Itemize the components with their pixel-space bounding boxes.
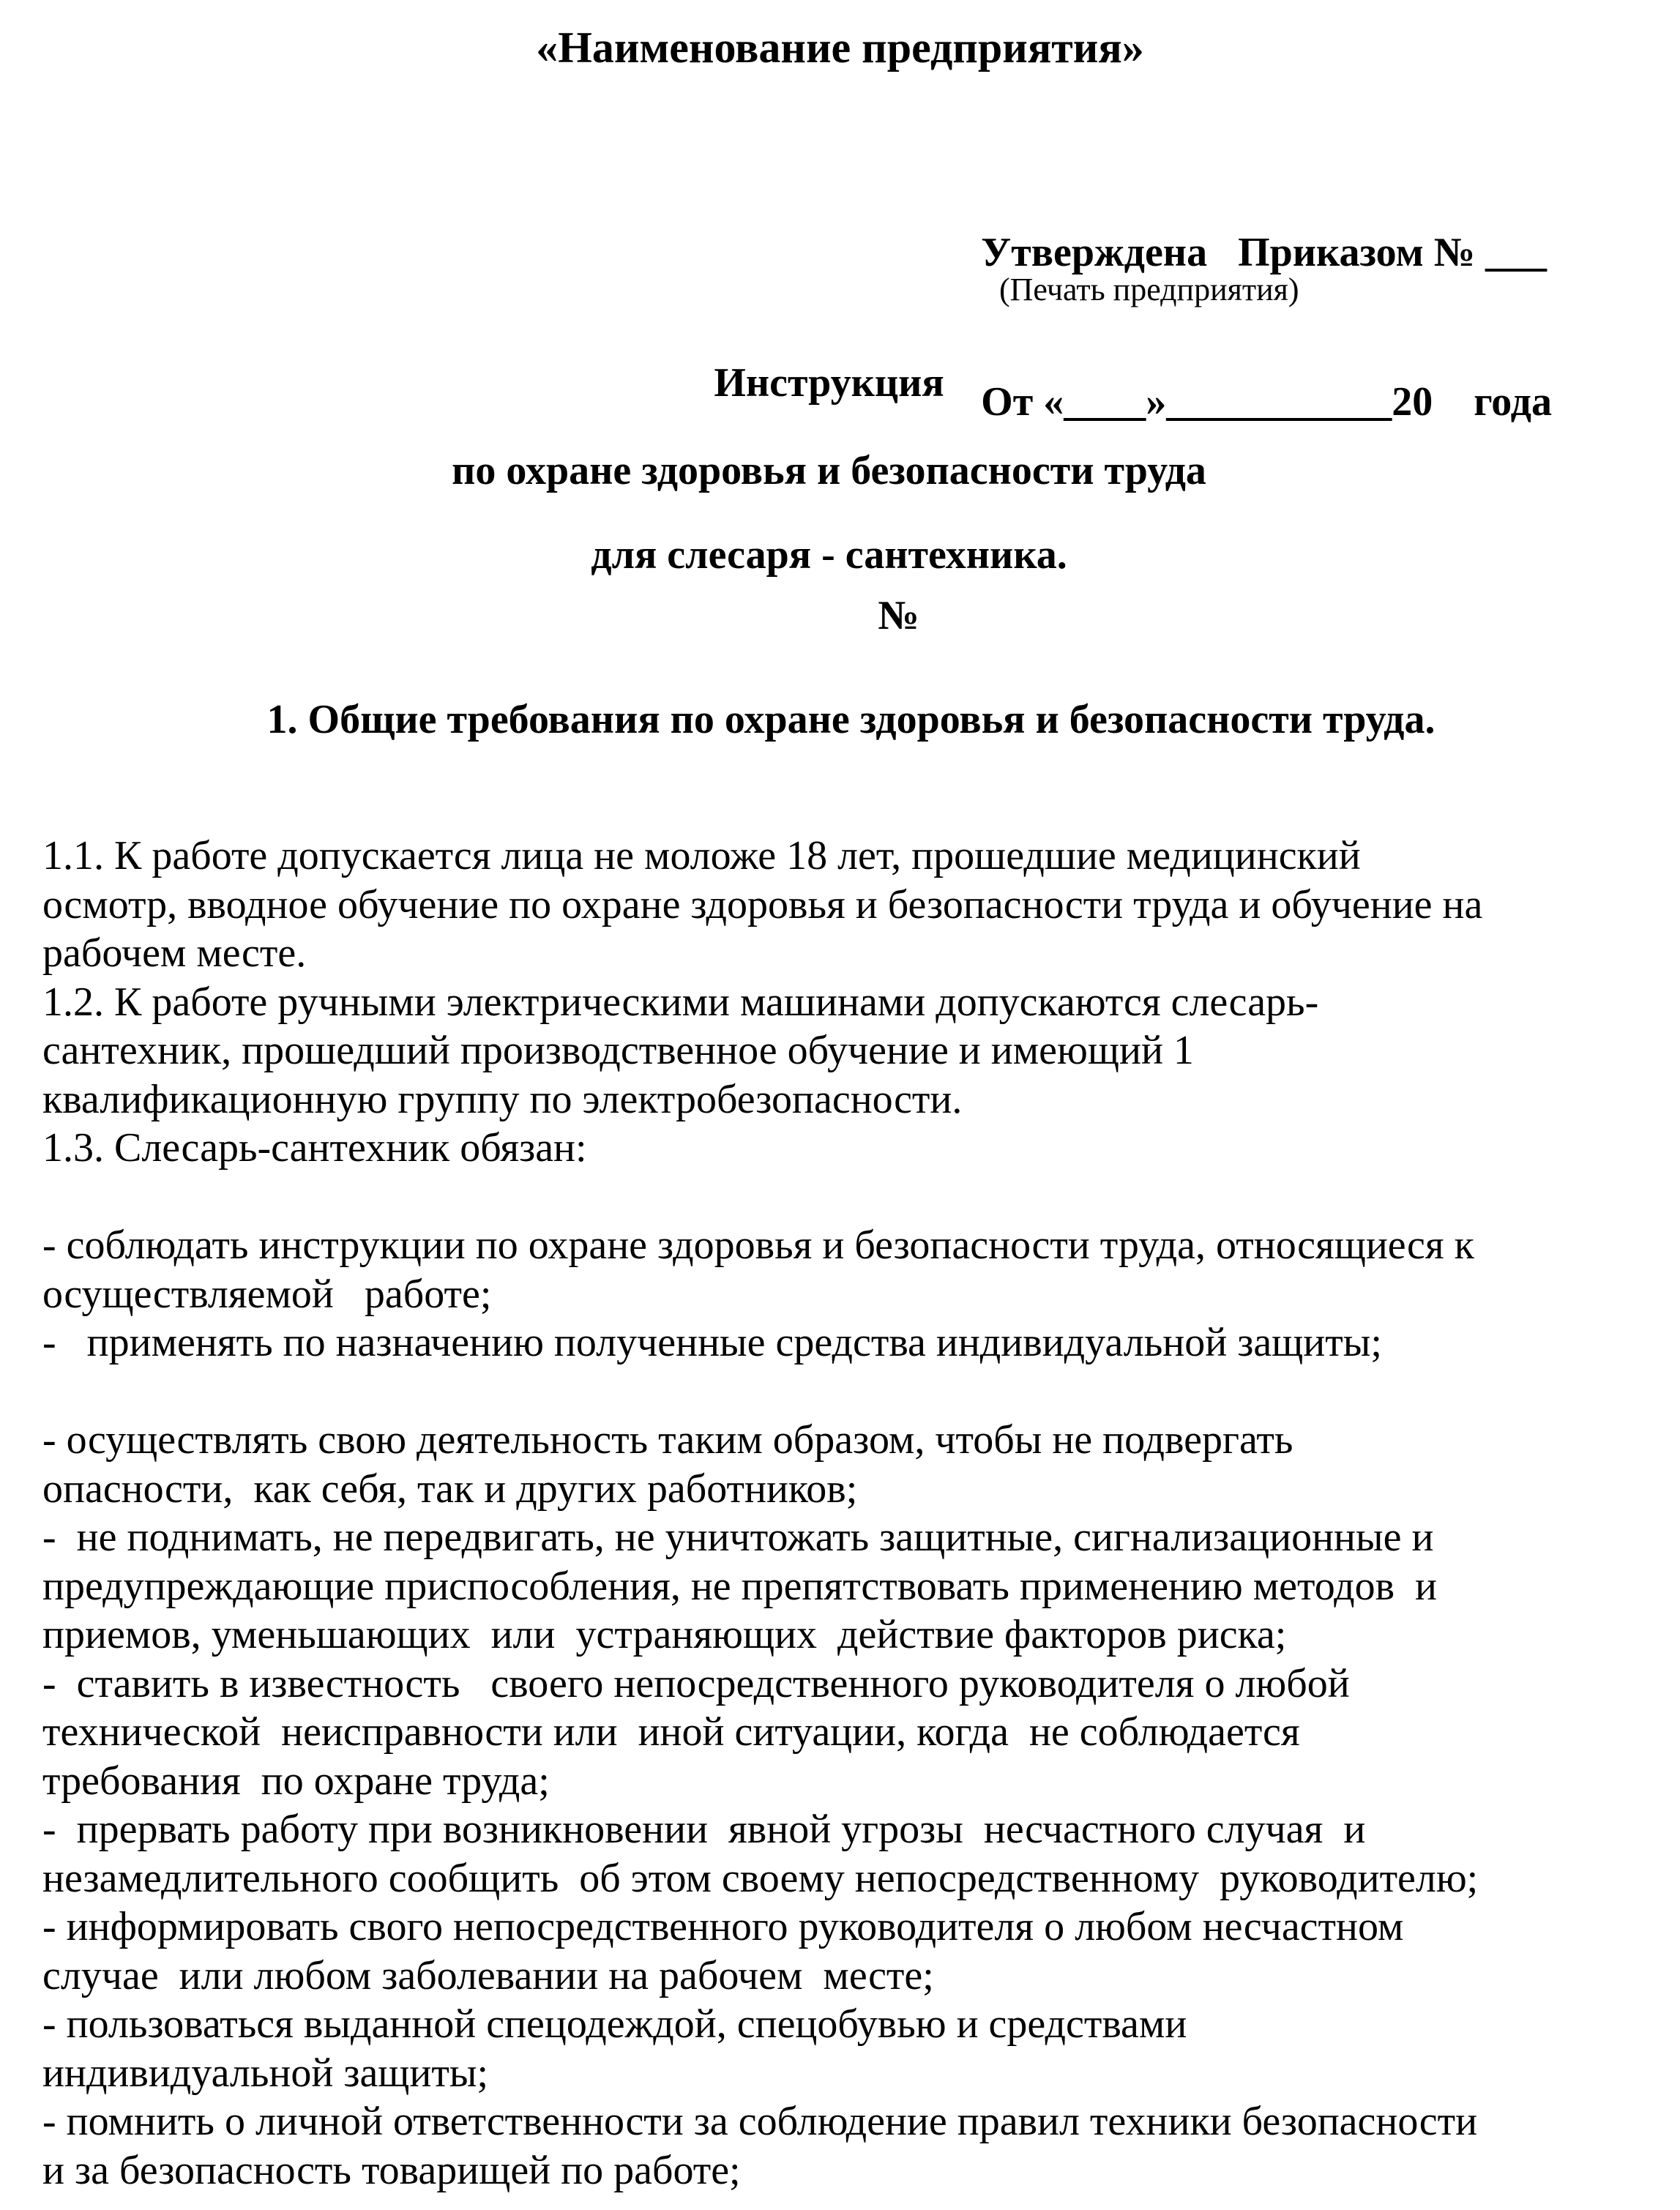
body-line: квалификационную группу по электробезопасности.	[42, 1076, 963, 1122]
body-line: незамедлительного сообщить об этом своему непосредственному руководителю;	[42, 1855, 1479, 1901]
body-line: приемов, уменьшающих или устраняющих действие факторов риска;	[42, 1612, 1287, 1657]
body-line: - ставить в известность своего непосредственного руководителя о любой	[42, 1660, 1350, 1706]
body-line: осмотр, вводное обучение по охране здоровья и безопасности труда и обучение на	[42, 881, 1483, 927]
body-line: опасности, как себя, так и других работников;	[42, 1466, 858, 1512]
body-line: 1.1. К работе допускается лица не моложе 18 лет, прошедшие медицинский	[42, 833, 1361, 878]
body-line: предупреждающие приспособления, не препятствовать применению методов и	[42, 1563, 1438, 1609]
body-line: - не поднимать, не передвигать, не уничтожать защитные, сигнализационные и	[42, 1515, 1434, 1560]
body-line: требования по охране труда;	[42, 1758, 550, 1804]
body-line: 1.2. К работе ручными электрическими машинами допускаются слесарь-	[42, 979, 1319, 1025]
body-line: индивидуальной защиты;	[42, 2050, 489, 2096]
body-line: 1.3. Слесарь-сантехник обязан:	[42, 1125, 587, 1171]
body-line: рабочем месте.	[42, 930, 307, 976]
organization-name: «Наименование предприятия»	[536, 23, 1144, 72]
document-subtitle-profession: для слесаря - сантехника.	[591, 532, 1067, 578]
body-line: - соблюдать инструкции по охране здоровья и безопасности труда, относящиеся к	[42, 1222, 1474, 1268]
approval-order-line: Утверждена Приказом № ___	[981, 230, 1547, 275]
body-line: - информировать свого непосредственного руководителя о любом несчастном	[42, 1904, 1404, 1949]
document-number: №	[878, 593, 919, 638]
body-line: случае или любом заболевании на рабочем месте;	[42, 1952, 934, 1998]
body-line: - прервать работу при возникновении явной угрозы несчастного случая и	[42, 1807, 1366, 1852]
body-line: осуществляемой работе;	[42, 1271, 492, 1317]
approval-date-line: От «____»___________20 года	[981, 379, 1552, 425]
body-line: сантехник, прошедший производственное обучение и имеющий 1	[42, 1028, 1194, 1073]
body-line: - пользоваться выданной спецодеждой, спецобувью и средствами	[42, 2001, 1187, 2047]
body-line: - помнить о личной ответственности за соблюдение правил техники безопасности	[42, 2099, 1478, 2144]
body-line: и за безопасность товарищей по работе;	[42, 2147, 741, 2193]
section-body	[42, 832, 1653, 2195]
document-title: Инструкция	[714, 360, 944, 406]
body-line: технической неисправности или иной ситуации, когда не соблюдается	[42, 1709, 1300, 1755]
body-line: - применять по назначению полученные средства индивидуальной защиты;	[42, 1320, 1382, 1365]
document-subtitle: по охране здоровья и безопасности труда	[452, 448, 1206, 493]
stamp-placeholder: (Печать предприятия)	[999, 272, 1299, 307]
paragraph-gap	[42, 1367, 1653, 1416]
body-line: - осуществлять свою деятельность таким образом, чтобы не подвергать	[42, 1417, 1293, 1463]
paragraph-gap	[42, 1173, 1653, 1222]
section-heading: 1. Общие требования по охране здоровья и безопасности труда.	[266, 697, 1436, 742]
